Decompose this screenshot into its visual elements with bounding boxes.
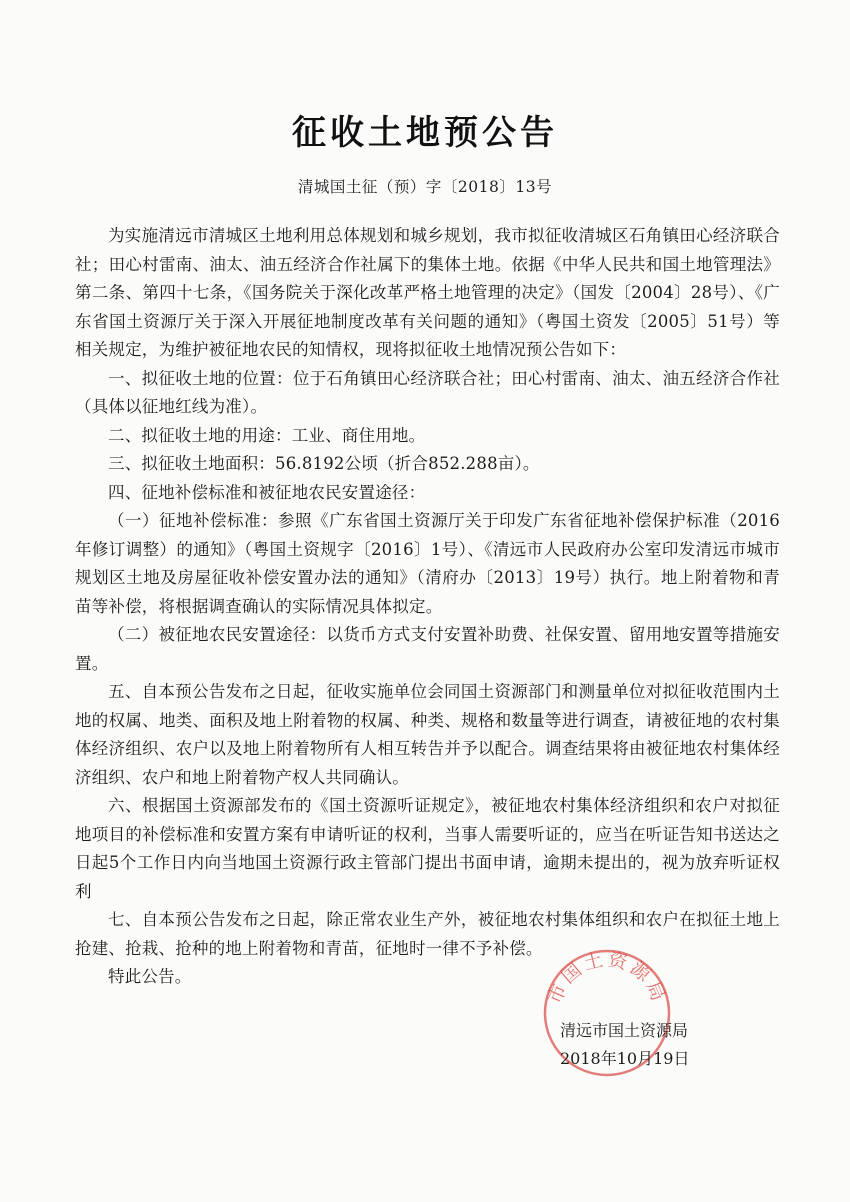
paragraph-closing: 特此公告。 [108, 967, 192, 986]
document-title: 征收土地预公告 [292, 113, 558, 153]
paragraph-location: 一、拟征收土地的位置：位于石角镇田心经济联合社；田心村雷南、油太、油五经济合作社（具体以征地红线为准）。 [75, 368, 780, 416]
paragraph-survey: 五、自本预公告发布之日起，征收实施单位会同国土资源部门和测量单位对拟征收范围内土地的权属、地类、面积及地上附着物的权属、种类、规格和数量等进行调查，请被征地的农村集体经济组织、农户以及地上附着物所有人相互转告并予以配合。调查结果将由被征地农村集体经济组织、农户和地上附着物产权人共同确认。 [75, 682, 780, 787]
paragraph-compensation-standard: （一）征地补偿标准：参照《广东省国土资源厅关于印发广东省征地补偿保护标准（2016年修订调整）的通知》（粤国土资规字〔2016〕1号）、《清远市人民政府办公室印发清远市城市规划区土地及房屋征收补偿安置办法的通知》（清府办〔2013〕19号）执行。地上附着物和青苗等补偿，将根据调查确认的实际情况具体拟定。 [75, 511, 780, 616]
paragraph-compensation-heading: 四、征地补偿标准和被征地农民安置途径： [108, 482, 426, 502]
issuer-name: 清远市国土资源局 [560, 1021, 689, 1040]
document-body [75, 222, 780, 992]
paragraph-area: 三、拟征收土地面积：56.8192公顷（折合852.288亩）。 [108, 454, 540, 473]
paragraph-usage: 二、拟征收土地的用途：工业、商住用地。 [108, 425, 426, 445]
paragraph-resettlement: （二）被征地农民安置途径：以货币方式支付安置补助费、社保安置、留用地安置等措施安置。 [75, 625, 780, 673]
document-number: 清城国土征（预）字〔2018〕13号 [297, 178, 553, 196]
paragraph-hearing: 六、根据国土资源部发布的《国土资源听证规定》，被征地农村集体经济组织和农户对拟征地项目的补偿标准和安置方案有申请听证的权利，当事人需要听证的，应当在听证告知书送达之日起5个工作日内向当地国土资源行政主管部门提出书面申请，逾期未提出的，视为放弃听证权利 [75, 796, 780, 901]
signature-block [560, 1017, 770, 1073]
seal-text: 市国土资源局 [543, 948, 671, 1007]
paragraph-no-compensation: 七、自本预公告发布之日起，除正常农业生产外，被征地农村集体组织和农户在拟征土地上抢建、抢栽、抢种的地上附着物和青苗，征地时一律不予补偿。 [75, 910, 780, 958]
paragraph-intro: 为实施清远市清城区土地利用总体规划和城乡规划，我市拟征收清城区石角镇田心经济联合社；田心村雷南、油太、油五经济合作社属下的集体土地。依据《中华人民共和国土地管理法》第二条、第四十七条，《国务院关于深化改革严格土地管理的决定》（国发〔2004〕28号）、《广东省国土资源厅关于深入开展征地制度改革有关问题的通知》（粤国土资发〔2005〕51号）等相关规定，为维护被征地农民的知情权，现将拟征收土地情况预公告如下： [75, 226, 780, 359]
issue-date: 2018年10月19日 [560, 1049, 690, 1068]
